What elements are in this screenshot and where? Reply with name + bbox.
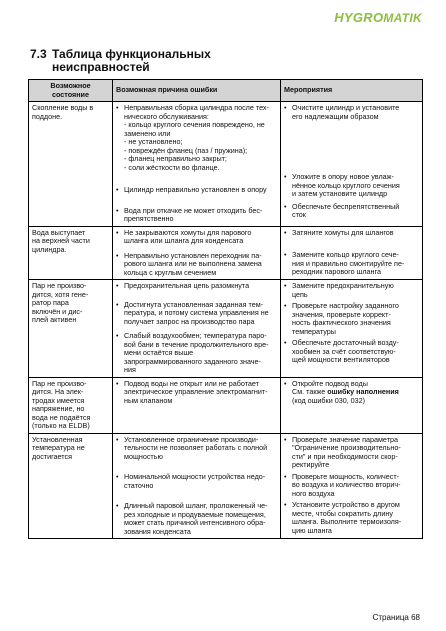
bullet-icon: • [116,103,119,112]
section-number: 7.3 [30,47,47,61]
bullet-icon: • [116,227,119,237]
section-heading [30,48,211,74]
bullet-icon: • [284,227,287,237]
bullet-icon: • [284,201,287,211]
condition-cell: Установленная температура не достигается [29,433,113,539]
table-row [29,226,423,280]
table-row [29,377,423,433]
bullet-icon: • [116,434,119,444]
bullet-icon: • [116,185,119,194]
bullet-icon: • [284,434,287,444]
action-cell: • Откройте подвод воды См. также ошибку наполнения (код ошибки 030, 032) [281,377,423,433]
condition-cell: Пар не произво- дится, хотя гене- ратор пара включён и дис- плей активен [29,280,113,378]
bullet-icon: • [116,378,119,388]
page-number: Страница 68 [372,613,420,622]
action-cell: • Затяните хомуты для шлангов • Замените кольцо круглого сече- ния и правильно смонтируйте пе- реходник парового шланга [281,226,423,280]
cause-cell: • Установленное ограничение производи- тельности не позволяет работать с полной мощностью • Номинальной мощности устройства недо- статочно • Длинный паровой шланг, проложенный че- рез холодные и продуваемые помещения, может стать причиной интенсивного обра- зования конденсата [113,433,281,539]
bullet-icon: • [116,501,119,510]
table-row [29,433,423,539]
cause-cell: • Подвод воды не открыт или не работает электрическое управление электромагнит- ным клапаном [113,377,281,433]
bullet-icon: • [284,250,287,259]
condition-cell: Вода выступает на верхней части цилиндра. [29,226,113,280]
action-cell: • Проверьте значение параметра "Ограничение производительно- сти" и при необходимости скор- ректируйте • Проверьте мощность, количест- во воздуха и количество вторич- ного воздуха • Установите устройство в другом месте, чтобы сократить длину шланга. Выполните термоизоля- цию шланга [281,433,423,539]
logo: HYGROMATIK [334,10,422,25]
bullet-icon: • [284,172,287,181]
fault-table [28,79,423,539]
condition-cell: Пар не произво- дится. На элек- тродах имеется напряжение, но вода не подаётся (только на ELDB) [29,377,113,433]
bullet-icon: • [284,281,287,290]
cause-cell: • Предохранительная цепь разомкнута • Достигнута установленная заданная тем- пература, и потому система управления не получает запрос на производство пара • Слабый воздухообмен; температура паро- вой бани в течение продолжительного вре- мени остаётся выше запрограммированного заданного значе- ния [113,280,281,378]
header-actions: Мероприятия [281,80,423,102]
bullet-icon: • [284,338,287,347]
condition-cell: Скопление воды в поддоне. [29,102,113,227]
bullet-icon: • [116,281,119,290]
table-row [29,102,423,227]
bullet-icon: • [116,250,119,260]
action-cell: • Замените предохранительную цепь • Проверьте настройку заданного значения, проверьте коррект- ность фактического значения температуры • Обеспечьте достаточный возду- хообмен за счёт соответствую- щей мощности вентиляторов [281,280,423,378]
section-title-line2: неисправностей [52,60,150,74]
cause-cell: • Неправильная сборка цилиндра после тех- нического обслуживания: - кольцо круглого сечения повреждено, не заменено или - не установлено; - повреждён фланец (паз / пружина); - фланец неправильно закрыт; - соли жёсткости во фланце. • Цилиндр неправильно установлен в опору • Вода при откачке не может отходить бес- препятственно [113,102,281,227]
bullet-icon: • [116,331,119,340]
bullet-icon: • [284,301,287,310]
header-condition: Возможное состояние [29,80,113,102]
cause-cell: • Не закрываются хомуты для парового шланга или шланга для конденсата • Неправильно установлен переходник па- рового шланга или не выполнена замена кольца с круглым сечением [113,226,281,280]
action-cell: • Очистите цилиндр и установите его надлежащим образом • Уложите в опору новое увлаж- нённое кольцо круглого сечения и затем установите цилиндр • Обеспечьте беспрепятственный сток [281,102,423,227]
header-cause: Возможная причина ошибки [113,80,281,102]
bullet-icon: • [116,299,119,309]
bullet-icon: • [284,500,287,509]
bullet-icon: • [284,378,287,388]
bullet-icon: • [284,471,287,481]
table-header-row [29,80,423,102]
bullet-icon: • [116,205,119,215]
section-title-line1: Таблица функциональных [52,47,211,61]
bullet-icon: • [116,472,119,481]
bullet-icon: • [284,103,287,112]
error-reference: См. также ошибку наполнения (код ошибки 030, 032) [292,387,399,405]
table-row [29,280,423,378]
